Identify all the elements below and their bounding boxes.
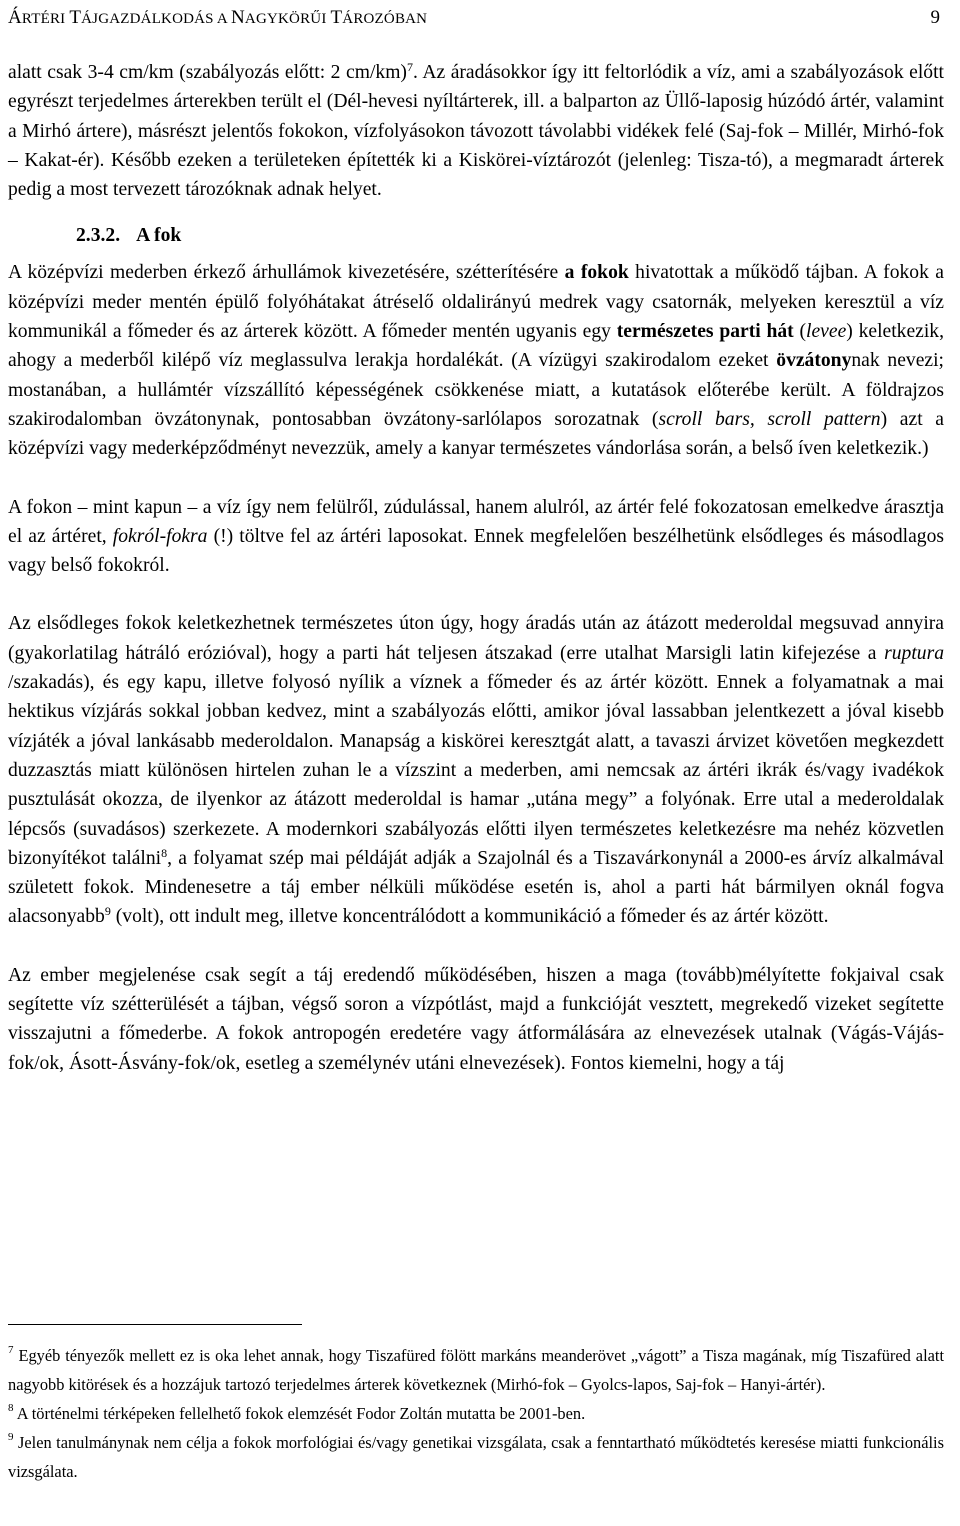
text-run: (!) töltve fel az ártéri laposokat. Ennek megfelelően beszélhetünk elsődleges és másodlagos vagy belső fokokról.	[8, 525, 945, 577]
italic-term: scroll bars, scroll pattern	[658, 408, 881, 430]
italic-term: fokról-fokra	[112, 525, 208, 547]
footnote-text: A történelmi térképeken fellelhető fokok elemzését Fodor Zoltán mutatta be 2001-ben.	[16, 1404, 586, 1423]
section-heading	[76, 214, 944, 258]
footnotes	[8, 1341, 944, 1486]
text-run: ) keletkezik, ahogy a mederből kilépő víz meglassulva lerakja hordalékát. (A vízügyi szakirodalom ezeket	[8, 321, 944, 372]
footnote-ref-9[interactable]: 9	[104, 904, 111, 919]
text-run: hivatottak a működő tájban. A fokok a középvízi meder mentén épülő folyóhátakat átréselő oldalirányú medrek vagy csatornák, melyeken keresztül a víz kommunikál a főmeder és az árterek között. A főmeder mentén ugyanis egy	[8, 262, 944, 343]
italic-term: levee	[806, 321, 847, 343]
document-body	[8, 58, 944, 1078]
title-cap: Á	[8, 7, 22, 28]
title-cap: T	[69, 7, 82, 28]
footnote-ref-7[interactable]: 7	[406, 60, 413, 74]
title-cap: N	[231, 7, 245, 28]
text-run: A középvízi mederben érkező árhullámok kivezetésére, szétterítésére	[8, 262, 565, 284]
page-number: 9	[930, 7, 940, 28]
text-run: , a folyamat szép mai példáját adják a Szajolnál és a Tiszavárkonynál a 2000-es árvíz alkalmával született fokok. Mindenesetre a táj ember nélküli működése esetén is, ahol a parti hát bármilyen oknál fogva alacsonyabb	[8, 847, 944, 928]
footnote-number: 9	[8, 1431, 14, 1443]
text-run: (volt), ott indult meg, illetve koncentrálódott a kommunikáció a főmeder és az ártér között.	[110, 906, 829, 928]
text-run: nak nevezi; mostanában, a hullámtér vízszállító képességének csökkenése miatt, a kutatások előterébe került. A földrajzos szakirodalomban övzátonynak, pontosabban övzátony-sarlólapos sorozatnak (	[8, 350, 944, 430]
running-title	[8, 4, 427, 33]
text-run: (	[793, 321, 807, 343]
paragraph-fok-kapu	[8, 493, 944, 581]
footnote-9	[8, 1428, 944, 1486]
text-run: ) azt a középvízi vagy mederképződményt nevezzük, amely a kanyar természetes vándorlása során, a belső íven keletkezik.)	[8, 408, 945, 460]
footnote-text: Egyéb tényezők mellett ez is oka lehet annak, hogy Tiszafüred fölött markáns meanderövet „vágott” a Tisza magának, míg Tiszafüred alatt nagyobb kitörések és a hozzájuk tartozó terjedelmes árterek következnek (Mirhó-fok – Gyolcs-lapos, Saj-fok – Hanyi-ártér).	[8, 1346, 944, 1394]
title-small-caps: AGYKÖRŰI	[244, 11, 331, 27]
footnote-ref-8[interactable]: 8	[161, 845, 168, 860]
paragraph-fok-definition	[8, 258, 944, 463]
title-small-caps: ÁJGAZDÁLKODÁS A	[81, 11, 231, 27]
bold-term: övzátony	[776, 350, 852, 372]
title-small-caps: ÁROZÓBAN	[342, 11, 428, 27]
text-run: . Az áradásokkor így itt feltorlódik a víz, ami a szabályozások előtt egyrészt terjedelmes árterekben terült el (Dél-hevesi nyíltárterek, ill. a balparton az Üllő-laposig húzódó ártér, valamint a Mirhó ártere), másrészt jelentős fokokon, vízfolyásokon távozott távolabbi vidékek felé (Saj-fok – Millér, Mirhó-fok – Kakat-ér). Később ezeken a területeken építették ki a Kiskörei-víztározót (jelenleg: Tisza-tó), a megmaradt árterek pedig a most tervezett tározóknak adnak helyet.	[8, 62, 944, 201]
paragraph-elsodleges-fokok	[8, 609, 944, 931]
footnote-8	[8, 1399, 944, 1428]
section-number: 2.3.2.	[76, 225, 121, 247]
text-run: Az elsődleges fokok keletkezhetnek természetes úton úgy, hogy áradás után az átázott mederoldal megsuvad annyira (gyakorlatilag hátráló erózióval), hogy a parti hát teljesen átszakad (erre utalhat Marsigli latin kifejezése a	[8, 613, 944, 664]
intro-paragraph	[8, 58, 944, 204]
bold-term: a fokok	[564, 262, 629, 284]
footnote-text: Jelen tanulmánynak nem célja a fokok morfológiai és/vagy genetikai vizsgálata, csak a fenntartható működtetés keresése miatti funkcionális vizsgálata.	[8, 1433, 944, 1481]
footnote-number: 8	[8, 1402, 14, 1414]
paragraph-ember	[8, 961, 944, 1078]
text-run: alatt csak 3-4 cm/km (szabályozás előtt: 2 cm/km)	[8, 62, 407, 83]
running-header	[8, 4, 944, 32]
text-run: /szakadás), és egy kapu, illetve folyosó nyílik a víznek a főmeder és az ártér között. Ennek a folyamatnak a mai hektikus vízjárás sokkal jobban kedvez, mint a szabályozás előtti, amikor jóval lassabban jelentkezett a jóval kisebb vízjáték a jóval lankásabb mederoldalon. Manapság a kiskörei keresztgát alatt, a tavaszi árvizet követően megkezdett duzzasztás miatt különösen hirtelen zuhan le a vízszint a mederben, ami nemcsak az ártéri ikrák és/vagy ivadékok pusztulását okozza, de ilyenkor az átázott mederoldal is hamar „utána megy” a folyónak. Erre utal a mederoldalak lépcsős (suvadásos) szerkezete. A modernkori szabályozás előtti ilyen természetes keletkezésre ma nehéz közvetlen bizonyítékot találni	[8, 672, 944, 869]
footnote-separator	[8, 1324, 302, 1325]
bold-term: természetes parti hát	[616, 321, 794, 343]
title-small-caps: RTÉRI	[21, 11, 70, 27]
title-cap: T	[330, 7, 343, 28]
text-run: A fokon – mint kapun – a víz így nem felülről, zúdulással, hanem alulról, az ártér felé fokozatosan emelkedve árasztja el az ártéret,	[8, 496, 944, 547]
section-title: A fok	[136, 225, 182, 247]
footnote-7	[8, 1341, 944, 1399]
italic-term: ruptura	[884, 642, 944, 664]
footnote-number: 7	[8, 1344, 14, 1356]
text-run: Az ember megjelenése csak segít a táj eredendő működésében, hiszen a maga (tovább)mélyítette fokjaival csak segítette víz szétterülését a tájban, végső soron a vízpótlást, majd a funkcióját vesztett, megrekedő vizeket segítette visszajutni a főmederbe. A fokok antropogén eredetére vagy átformálására az elnevezések utalnak (Vágás-Vájás-fok/ok, Ásott-Ásvány-fok/ok, esetleg a személynév utáni elnevezések). Fontos kiemelni, hogy a táj	[8, 964, 944, 1074]
